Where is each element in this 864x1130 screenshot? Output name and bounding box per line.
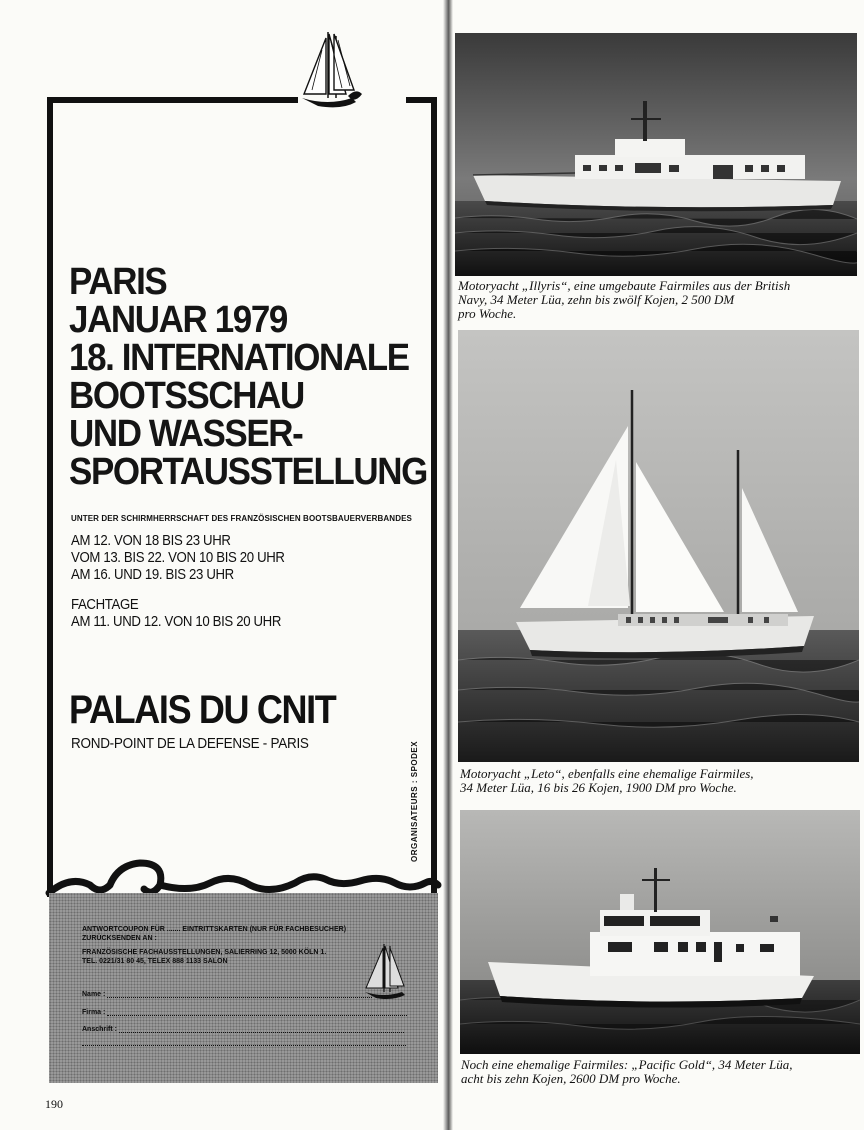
- photo-pacific-gold: [460, 810, 860, 1054]
- photo-leto: [458, 330, 859, 762]
- caption-illyris: [458, 279, 862, 321]
- coupon-line: ZURÜCKSENDEN AN :: [82, 935, 157, 942]
- coupon-line: FRANZÖSISCHE FACHAUSSTELLUNGEN, SALIERRING 12, 5000 KÖLN 1.: [82, 949, 327, 956]
- caption-line: Motoryacht „Leto“, ebenfalls eine ehemalige Fairmiles,: [460, 766, 754, 781]
- caption-line: Noch eine ehemalige Fairmiles: „Pacific Gold“, 34 Meter Lüa,: [461, 1057, 793, 1072]
- coupon-name-field[interactable]: [82, 990, 372, 998]
- organiser-credit: ORGANISATEURS : SPODEX: [410, 740, 419, 862]
- headline-line: PARIS: [69, 261, 167, 303]
- coupon-header: [82, 925, 346, 966]
- coupon-line: ANTWORTCOUPON FÜR ....... EINTRITTSKARTEN (NUR FÜR FACHBESUCHER): [82, 926, 347, 933]
- caption-pacific-gold: [461, 1058, 861, 1086]
- hours-line: AM 16. UND 19. BIS 23 UHR: [71, 566, 234, 583]
- page-gutter: [443, 0, 453, 1130]
- headline-line: 18. INTERNATIONALE: [69, 337, 409, 379]
- caption-line: acht bis zehn Kojen, 2600 DM pro Woche.: [461, 1071, 681, 1086]
- hours-line: VOM 13. BIS 22. VON 10 BIS 20 UHR: [71, 549, 285, 566]
- caption-line: pro Woche.: [458, 306, 517, 321]
- caption-leto: [460, 767, 860, 795]
- headline-line: SPORTAUSSTELLUNG: [69, 451, 427, 493]
- sailboat-logo-icon: [298, 28, 364, 112]
- caption-line: 34 Meter Lüa, 16 bis 26 Kojen, 1900 DM pro Woche.: [460, 780, 737, 795]
- caption-line: Navy, 34 Meter Lüa, zehn bis zwölf Kojen, 2 500 DM: [458, 292, 735, 307]
- coupon-company-field[interactable]: [82, 1008, 407, 1016]
- coupon-company-label: Firma :: [82, 1009, 106, 1016]
- coupon-address-label: Anschrift :: [82, 1026, 117, 1033]
- trade-days-hours: AM 11. UND 12. VON 10 BIS 20 UHR: [71, 613, 282, 630]
- coupon-sailboat-icon: [362, 940, 410, 1002]
- headline-line: JANUAR 1979: [69, 299, 287, 341]
- headline-line: BOOTSSCHAU: [69, 375, 304, 417]
- caption-line: Motoryacht „Illyris“, eine umgebaute Fairmiles aus der British: [458, 278, 791, 293]
- opening-hours: [71, 532, 314, 583]
- coupon-name-label: Name :: [82, 991, 106, 998]
- hours-line: AM 12. VON 18 BIS 23 UHR: [71, 532, 231, 549]
- headline-line: UND WASSER-: [69, 413, 303, 455]
- ad-headline: [69, 263, 429, 491]
- photo-illyris: [455, 33, 857, 276]
- coupon-address-line[interactable]: [82, 1045, 406, 1046]
- trade-days: [71, 596, 310, 630]
- trade-days-title: FACHTAGE: [71, 596, 139, 613]
- venue-name: PALAIS DU CNIT: [69, 688, 336, 732]
- page-number: 190: [45, 1097, 63, 1111]
- patronage-note: UNTER DER SCHIRMHERRSCHAFT DES FRANZÖSISCHEN BOOTSBAUERVERBANDES: [71, 514, 412, 523]
- advertisement-frame: [47, 97, 437, 897]
- coupon-address-field[interactable]: [82, 1025, 404, 1033]
- coupon-line: TEL. 0221/31 80 45, TELEX 888 1133 SALON: [82, 958, 228, 965]
- venue-address: ROND-POINT DE LA DEFENSE - PARIS: [71, 735, 309, 752]
